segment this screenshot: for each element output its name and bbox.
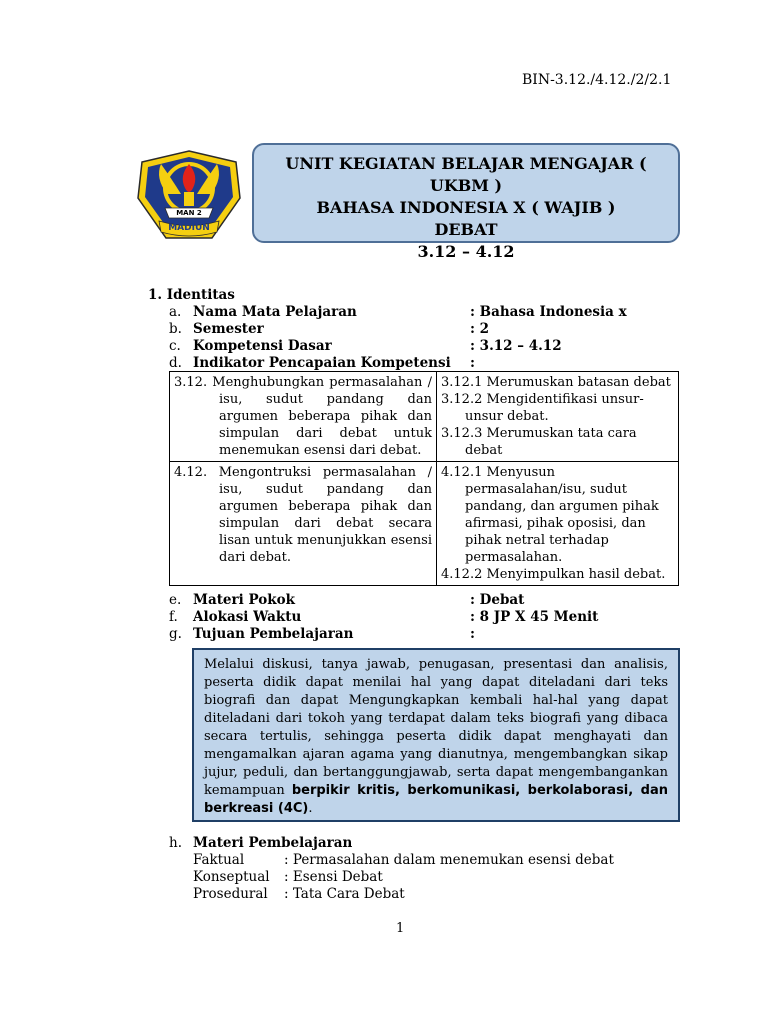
item-letter: h. bbox=[169, 835, 182, 851]
indicator-text: 3.12.3 Merumuskan tata cara debat bbox=[441, 426, 637, 458]
item-label-alokasi: Alokasi Waktu bbox=[193, 609, 302, 625]
indicator-text: 4.12.2 Menyimpulkan hasil debat. bbox=[441, 567, 666, 582]
item-label-kd: Kompetensi Dasar bbox=[193, 338, 332, 354]
materi-heading: Materi Pembelajaran bbox=[193, 835, 353, 851]
item-value-kd: : 3.12 – 4.12 bbox=[470, 338, 562, 354]
identitas-heading: 1. Identitas bbox=[148, 287, 235, 303]
item-value-materi-pokok: : Debat bbox=[470, 592, 525, 608]
materi-value-konseptual: : Esensi Debat bbox=[284, 869, 383, 885]
materi-label-faktual: Faktual bbox=[193, 852, 245, 868]
materi-value-prosedural: : Tata Cara Debat bbox=[284, 886, 405, 902]
item-value-mapel: : Bahasa Indonesia x bbox=[470, 304, 627, 320]
indicator-text: 3.12.2 Mengidentifikasi unsur-unsur debat. bbox=[441, 392, 644, 424]
item-label-materi-pokok: Materi Pokok bbox=[193, 592, 295, 608]
title-line-1: UNIT KEGIATAN BELAJAR MENGAJAR ( UKBM ) bbox=[285, 154, 647, 195]
indicator-cell bbox=[437, 372, 679, 462]
materi-label-prosedural: Prosedural bbox=[193, 886, 268, 902]
kd-text: 3.12. Menghubungkan permasalahan / isu, sudut pandang dan argumen beberapa pihak dan simpulan dari debat untuk menemukan esensi dari debat. bbox=[174, 375, 432, 458]
indicator-text: 3.12.1 Merumuskan batasan debat bbox=[441, 375, 671, 390]
item-letter: c. bbox=[169, 338, 181, 354]
logo-ribbon-text: MAN 2 bbox=[176, 209, 202, 217]
title-line-4: 3.12 – 4.12 bbox=[417, 242, 515, 261]
kd-text: 4.12. Mengontruksi permasalahan / isu, sudut pandang dan argumen beberapa pihak dan simpulan dari debat secara lisan untuk menunjukkan esensi dari debat. bbox=[174, 465, 432, 565]
materi-label-konseptual: Konseptual bbox=[193, 869, 270, 885]
title-box bbox=[252, 143, 680, 261]
item-letter: e. bbox=[169, 592, 182, 608]
title-line-3: DEBAT bbox=[434, 220, 498, 239]
tujuan-text: Melalui diskusi, tanya jawab, penugasan, presentasi dan analisis, peserta didik dapat menilai hal yang dapat diteladani dari teks biografi dan dapat Mengungkapkan kembali hal-hal yang dapat diteladani dari tokoh yang terdapat dalam teks biografi yang dibaca secara tertulis, sehingga peserta didik dapat menghayati dan mengamalkan ajaran agama yang dianutnya, mengembangkan sikap jujur, peduli, dan bertanggungjawab, serta dapat mengembangankan kemampuan bbox=[204, 657, 668, 798]
item-letter: d. bbox=[169, 355, 182, 371]
school-logo bbox=[137, 148, 241, 242]
item-value-ipk: : bbox=[470, 355, 475, 371]
item-value-alokasi: : 8 JP X 45 Menit bbox=[470, 609, 599, 625]
document-code: BIN-3.12./4.12./2/2.1 bbox=[522, 72, 672, 88]
kd-indicator-table bbox=[169, 371, 679, 586]
item-label-ipk: Indikator Pencapaian Kompetensi bbox=[193, 355, 451, 371]
item-letter: a. bbox=[169, 304, 182, 320]
tujuan-bold-text: berpikir kritis, berkomunikasi, berkolaborasi, dan berkreasi (4C) bbox=[204, 783, 668, 816]
item-letter: g. bbox=[169, 626, 182, 642]
tujuan-box bbox=[192, 648, 680, 822]
indicator-text: 4.12.1 Menyusun permasalahan/isu, sudut pandang, dan argumen pihak afirmasi, pihak oposisi, dan pihak netral terhadap permasalahan. bbox=[441, 465, 659, 565]
table-row bbox=[170, 462, 679, 586]
item-value-semester: : 2 bbox=[470, 321, 490, 337]
page-number: 1 bbox=[396, 921, 405, 936]
tujuan-end: . bbox=[308, 801, 313, 816]
item-letter: b. bbox=[169, 321, 182, 337]
kd-cell bbox=[170, 372, 437, 462]
logo-bottom-text: MADIUN bbox=[168, 223, 210, 233]
item-letter: f. bbox=[169, 609, 178, 625]
item-value-tujuan: : bbox=[470, 626, 475, 642]
item-label-mapel: Nama Mata Pelajaran bbox=[193, 304, 357, 320]
kd-cell bbox=[170, 462, 437, 586]
item-label-tujuan: Tujuan Pembelajaran bbox=[193, 626, 354, 642]
table-row bbox=[170, 372, 679, 462]
indicator-cell bbox=[437, 462, 679, 586]
materi-value-faktual: : Permasalahan dalam menemukan esensi debat bbox=[284, 852, 614, 868]
item-label-semester: Semester bbox=[193, 321, 264, 337]
title-line-2: BAHASA INDONESIA X ( WAJIB ) bbox=[316, 198, 616, 217]
